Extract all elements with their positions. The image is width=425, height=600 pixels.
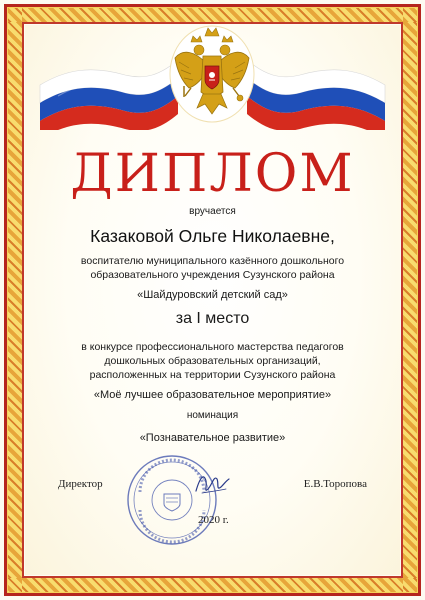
organization-name: «Шайдуровский детский сад» (137, 289, 288, 301)
nomination-label: номинация (186, 410, 239, 421)
award-place: за I место (175, 310, 250, 327)
russian-coat-of-arms-icon (167, 18, 257, 126)
event-title: «Моё лучшее образовательное мероприятие» (93, 389, 332, 401)
occupation-line: воспитателю муниципального казённого дошкольного (80, 255, 345, 267)
diploma-title: ДИПЛОМ (70, 144, 355, 204)
russian-flag-icon (245, 30, 395, 130)
contest-line: расположенных на территории Сузунского района (89, 369, 336, 381)
contest-line: дошкольных образовательных организаций, (104, 355, 321, 367)
contest-line: в конкурсе профессионального мастерства педагогов (81, 341, 344, 353)
recipient-name: Казаковой Ольге Николаевне, (90, 226, 335, 246)
handwritten-signature-icon (192, 467, 232, 499)
director-label: Директор (58, 478, 103, 490)
presented-label: вручается (189, 206, 236, 217)
issue-year: 2020 г. (198, 514, 229, 526)
contest-description (30, 340, 395, 382)
recipient-occupation (30, 254, 395, 282)
russian-flag-icon (30, 30, 180, 130)
occupation-line: образовательного учреждения Сузунского района (90, 269, 335, 281)
nomination-title: «Познавательное развитие» (139, 432, 286, 444)
signer-name: Е.В.Торопова (303, 478, 367, 490)
